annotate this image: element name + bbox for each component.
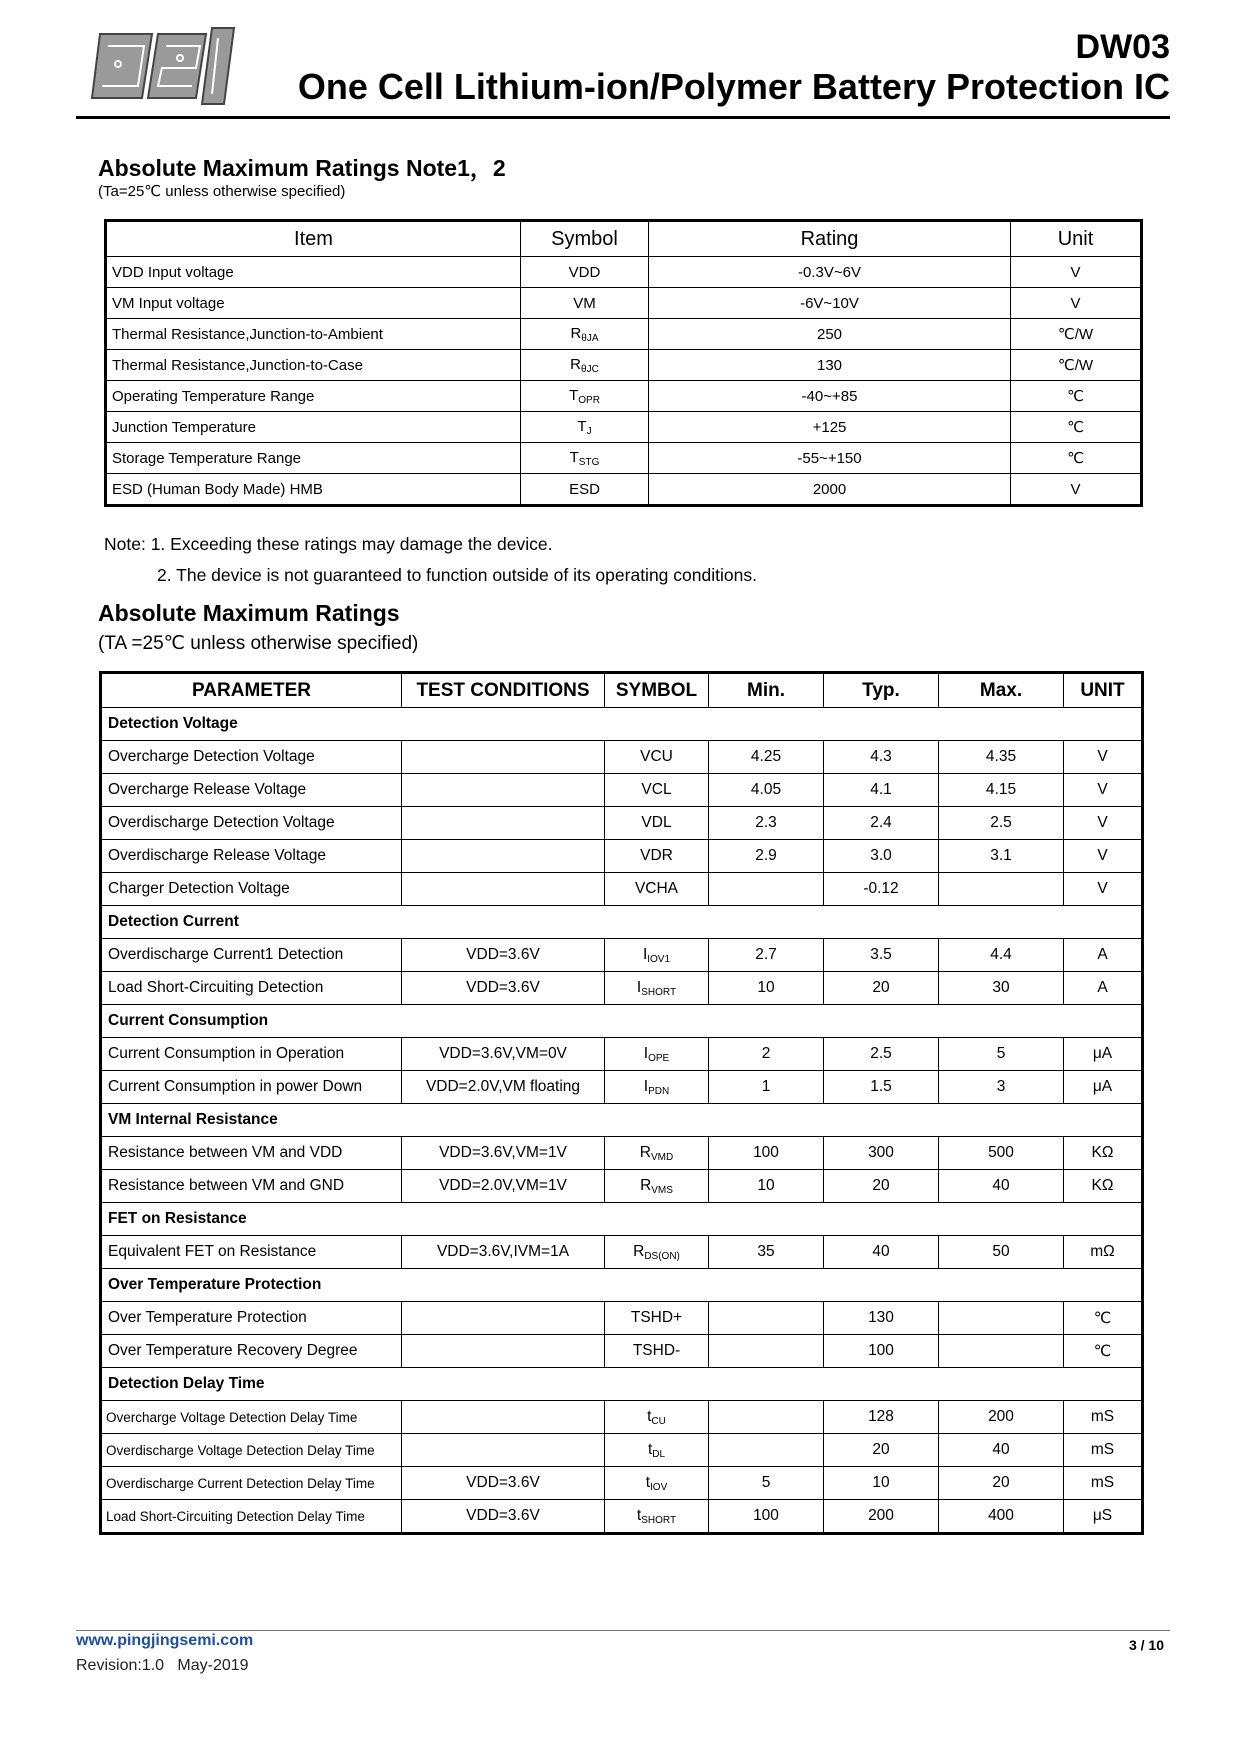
symbol-text: VM <box>573 294 596 312</box>
item-cell: Thermal Resistance,Junction-to-Case <box>106 350 521 381</box>
section1-condition: (Ta=25℃ unless otherwise specified) <box>98 183 346 200</box>
table-row <box>101 741 1143 774</box>
part-number: DW03 <box>1075 28 1170 66</box>
max-cell: 50 <box>939 1236 1064 1269</box>
table-row <box>101 939 1143 972</box>
max-cell: 40 <box>939 1170 1064 1203</box>
min-cell: 100 <box>709 1137 824 1170</box>
typ-cell: 40 <box>824 1236 939 1269</box>
typ-cell: 128 <box>824 1401 939 1434</box>
min-cell: 10 <box>709 972 824 1005</box>
max-cell: 40 <box>939 1434 1064 1467</box>
parameter-cell: Overdischarge Current Detection Delay Time <box>101 1467 402 1500</box>
parameter-cell: Over Temperature Recovery Degree <box>101 1335 402 1368</box>
unit-cell: mS <box>1064 1401 1143 1434</box>
table-row <box>101 1236 1143 1269</box>
typ-cell: 20 <box>824 1170 939 1203</box>
unit-cell: μS <box>1064 1500 1143 1534</box>
max-cell: 2.5 <box>939 807 1064 840</box>
symbol-subscript: VMD <box>650 1151 674 1163</box>
table-row <box>106 474 1142 506</box>
symbol-cell <box>605 1335 709 1368</box>
condition-cell: VDD=3.6V,IVM=1A <box>402 1236 605 1269</box>
table-row <box>101 1038 1143 1071</box>
symbol-text: I <box>643 1044 649 1062</box>
group-header-row <box>101 1005 1143 1038</box>
group-header-row <box>101 1269 1143 1302</box>
condition-cell <box>402 741 605 774</box>
parameter-cell: Overcharge Release Voltage <box>101 774 402 807</box>
symbol-text: R <box>639 1143 651 1161</box>
column-header: TEST CONDITIONS <box>402 673 605 708</box>
max-cell <box>939 1302 1064 1335</box>
typ-cell: 4.1 <box>824 774 939 807</box>
symbol-cell <box>605 939 709 972</box>
item-cell: VM Input voltage <box>106 288 521 319</box>
typ-cell: 2.5 <box>824 1038 939 1071</box>
typ-cell: 100 <box>824 1335 939 1368</box>
max-cell: 5 <box>939 1038 1064 1071</box>
item-cell: Operating Temperature Range <box>106 381 521 412</box>
table-row <box>101 1137 1143 1170</box>
column-header: Symbol <box>521 221 649 257</box>
section1-title: Absolute Maximum Ratings Note1，2 <box>98 155 506 181</box>
symbol-cell <box>521 412 649 443</box>
min-cell: 10 <box>709 1170 824 1203</box>
symbol-cell <box>605 840 709 873</box>
rating-cell: 130 <box>649 350 1011 381</box>
group-header-row <box>101 906 1143 939</box>
unit-cell: ℃ <box>1064 1335 1143 1368</box>
max-cell: 4.15 <box>939 774 1064 807</box>
table-row <box>101 972 1143 1005</box>
section2-condition: (TA =25℃ unless otherwise specified) <box>98 633 419 654</box>
symbol-cell <box>605 741 709 774</box>
symbol-cell <box>605 1071 709 1104</box>
unit-cell: ℃ <box>1011 412 1142 443</box>
footer-website-link[interactable]: www.pingjingsemi.com <box>76 1632 254 1649</box>
group-header-row <box>101 708 1143 741</box>
rating-cell: -0.3V~6V <box>649 257 1011 288</box>
symbol-text: t <box>636 1506 642 1524</box>
column-header: SYMBOL <box>605 673 709 708</box>
table-row <box>106 381 1142 412</box>
company-logo <box>88 24 238 108</box>
table-row <box>101 1071 1143 1104</box>
table-row <box>101 1467 1143 1500</box>
condition-cell: VDD=3.6V <box>402 972 605 1005</box>
table-row <box>101 873 1143 906</box>
condition-cell <box>402 807 605 840</box>
footer-revision <box>76 1657 249 1675</box>
unit-cell: μA <box>1064 1038 1143 1071</box>
unit-cell: μA <box>1064 1071 1143 1104</box>
symbol-subscript: IOV1 <box>647 953 671 965</box>
min-cell <box>709 873 824 906</box>
symbol-text: VCL <box>641 781 672 798</box>
max-cell: 4.35 <box>939 741 1064 774</box>
group-title: Over Temperature Protection <box>101 1269 1143 1302</box>
symbol-text: T <box>577 417 587 435</box>
min-cell <box>709 1434 824 1467</box>
unit-cell: V <box>1064 840 1143 873</box>
symbol-text: R <box>633 1242 645 1260</box>
symbol-text: TSHD+ <box>630 1309 683 1326</box>
unit-cell: V <box>1011 474 1142 506</box>
symbol-subscript: PDN <box>648 1085 670 1097</box>
column-header: Item <box>106 221 521 257</box>
rating-cell: -6V~10V <box>649 288 1011 319</box>
group-title: Current Consumption <box>101 1005 1143 1038</box>
min-cell: 2.9 <box>709 840 824 873</box>
symbol-cell <box>605 972 709 1005</box>
typ-cell: 200 <box>824 1500 939 1534</box>
group-header-row <box>101 1104 1143 1137</box>
symbol-subscript: DS(ON) <box>644 1250 680 1262</box>
table-row <box>106 319 1142 350</box>
typ-cell: -0.12 <box>824 873 939 906</box>
min-cell: 2 <box>709 1038 824 1071</box>
symbol-text: t <box>647 1407 652 1425</box>
condition-cell: VDD=3.6V <box>402 939 605 972</box>
max-cell: 3 <box>939 1071 1064 1104</box>
table-row <box>106 257 1142 288</box>
symbol-subscript: STG <box>578 456 600 468</box>
min-cell: 1 <box>709 1071 824 1104</box>
item-cell: Storage Temperature Range <box>106 443 521 474</box>
page-number: 3 / 10 <box>1128 1637 1164 1653</box>
symbol-text: ESD <box>569 480 600 498</box>
table-row <box>106 350 1142 381</box>
condition-cell <box>402 840 605 873</box>
typ-cell: 10 <box>824 1467 939 1500</box>
table-header-row <box>101 673 1143 708</box>
table-row <box>101 1500 1143 1534</box>
symbol-text: VDR <box>640 847 673 864</box>
symbol-cell <box>521 443 649 474</box>
symbol-cell <box>605 1302 709 1335</box>
symbol-subscript: θJA <box>581 332 599 344</box>
note-2: 2. The device is not guaranteed to function outside of its operating conditions. <box>157 565 757 585</box>
section2-title: Absolute Maximum Ratings <box>98 600 400 626</box>
symbol-cell <box>605 807 709 840</box>
column-header: PARAMETER <box>101 673 402 708</box>
parameter-cell: Resistance between VM and VDD <box>101 1137 402 1170</box>
column-header: Min. <box>709 673 824 708</box>
column-header: Rating <box>649 221 1011 257</box>
symbol-text: t <box>647 1440 653 1458</box>
condition-cell <box>402 1401 605 1434</box>
symbol-cell <box>521 257 649 288</box>
table-row <box>101 774 1143 807</box>
symbol-subscript: θJC <box>581 363 599 375</box>
symbol-subscript: SHORT <box>641 986 677 998</box>
group-header-row <box>101 1203 1143 1236</box>
parameter-cell: Charger Detection Voltage <box>101 873 402 906</box>
item-cell: ESD (Human Body Made) HMB <box>106 474 521 506</box>
symbol-text: VDL <box>641 814 672 831</box>
parameter-cell: Overcharge Detection Voltage <box>101 741 402 774</box>
max-cell <box>939 1335 1064 1368</box>
symbol-cell <box>605 1401 709 1434</box>
group-title: VM Internal Resistance <box>101 1104 1143 1137</box>
typ-cell: 300 <box>824 1137 939 1170</box>
absolute-max-ratings-table-1 <box>104 219 1143 507</box>
parameter-cell: Load Short-Circuiting Detection <box>101 972 402 1005</box>
item-cell: Thermal Resistance,Junction-to-Ambient <box>106 319 521 350</box>
parameter-cell: Over Temperature Protection <box>101 1302 402 1335</box>
condition-cell: VDD=3.6V,VM=0V <box>402 1038 605 1071</box>
parameter-cell: Overdischarge Voltage Detection Delay Time <box>101 1434 402 1467</box>
unit-cell: ℃/W <box>1011 319 1142 350</box>
rating-cell: +125 <box>649 412 1011 443</box>
unit-cell: mS <box>1064 1434 1143 1467</box>
symbol-subscript: CU <box>651 1415 666 1427</box>
unit-cell: ℃ <box>1064 1302 1143 1335</box>
condition-cell: VDD=2.0V,VM floating <box>402 1071 605 1104</box>
symbol-cell <box>605 1467 709 1500</box>
condition-cell <box>402 1302 605 1335</box>
symbol-cell <box>605 1170 709 1203</box>
column-header: Max. <box>939 673 1064 708</box>
symbol-text: T <box>569 386 579 404</box>
symbol-subscript: IOV <box>650 1481 668 1493</box>
rating-cell: 250 <box>649 319 1011 350</box>
symbol-cell <box>521 288 649 319</box>
condition-cell <box>402 1434 605 1467</box>
parameter-cell: Load Short-Circuiting Detection Delay Time <box>101 1500 402 1534</box>
parameter-cell: Current Consumption in power Down <box>101 1071 402 1104</box>
min-cell <box>709 1302 824 1335</box>
symbol-text: I <box>642 945 648 963</box>
min-cell: 2.7 <box>709 939 824 972</box>
unit-cell: A <box>1064 939 1143 972</box>
table-row <box>106 412 1142 443</box>
typ-cell: 1.5 <box>824 1071 939 1104</box>
rating-cell: -55~+150 <box>649 443 1011 474</box>
symbol-subscript: OPR <box>578 394 600 406</box>
symbol-text: R <box>640 1176 652 1194</box>
header-divider <box>76 116 1170 119</box>
group-header-row <box>101 1368 1143 1401</box>
table-row <box>106 288 1142 319</box>
symbol-text: TSHD- <box>632 1342 681 1359</box>
symbol-cell <box>605 1236 709 1269</box>
group-title: FET on Resistance <box>101 1203 1143 1236</box>
min-cell: 4.25 <box>709 741 824 774</box>
symbol-subscript: OPE <box>648 1052 670 1064</box>
document-subtitle: One Cell Lithium-ion/Polymer Battery Protection IC <box>297 66 1170 107</box>
parameter-cell: Overdischarge Current1 Detection <box>101 939 402 972</box>
unit-cell: KΩ <box>1064 1137 1143 1170</box>
symbol-subscript: VMS <box>651 1184 673 1196</box>
parameter-cell: Overdischarge Release Voltage <box>101 840 402 873</box>
typ-cell: 20 <box>824 1434 939 1467</box>
table-row <box>101 1302 1143 1335</box>
footer-divider <box>76 1630 1170 1631</box>
condition-cell: VDD=2.0V,VM=1V <box>402 1170 605 1203</box>
min-cell: 100 <box>709 1500 824 1534</box>
unit-cell: ℃/W <box>1011 350 1142 381</box>
group-title: Detection Voltage <box>101 708 1143 741</box>
parameter-cell: Overdischarge Detection Voltage <box>101 807 402 840</box>
unit-cell: KΩ <box>1064 1170 1143 1203</box>
column-header: Unit <box>1011 221 1142 257</box>
revision-date: May-2019 <box>177 1657 249 1674</box>
symbol-cell <box>521 474 649 506</box>
condition-cell <box>402 1335 605 1368</box>
table-row <box>101 840 1143 873</box>
parameter-cell: Current Consumption in Operation <box>101 1038 402 1071</box>
table-row <box>101 1335 1143 1368</box>
condition-cell: VDD=3.6V <box>402 1467 605 1500</box>
min-cell <box>709 1335 824 1368</box>
typ-cell: 2.4 <box>824 807 939 840</box>
table-row <box>101 1401 1143 1434</box>
revision: Revision:1.0 <box>76 1657 165 1674</box>
symbol-text: R <box>570 355 582 373</box>
unit-cell: V <box>1011 257 1142 288</box>
table-row <box>106 443 1142 474</box>
column-header: Typ. <box>824 673 939 708</box>
parameter-cell: Overcharge Voltage Detection Delay Time <box>101 1401 402 1434</box>
symbol-cell <box>605 1434 709 1467</box>
max-cell <box>939 873 1064 906</box>
unit-cell: mΩ <box>1064 1236 1143 1269</box>
parameter-cell: Equivalent FET on Resistance <box>101 1236 402 1269</box>
rating-cell: 2000 <box>649 474 1011 506</box>
symbol-text: I <box>636 978 642 996</box>
typ-cell: 20 <box>824 972 939 1005</box>
unit-cell: A <box>1064 972 1143 1005</box>
min-cell: 35 <box>709 1236 824 1269</box>
symbol-subscript: J <box>586 425 592 437</box>
group-title: Detection Current <box>101 906 1143 939</box>
max-cell: 30 <box>939 972 1064 1005</box>
max-cell: 20 <box>939 1467 1064 1500</box>
symbol-text: VDD <box>568 263 601 281</box>
symbol-cell <box>521 350 649 381</box>
note-1: Note: 1. Exceeding these ratings may damage the device. <box>104 534 553 554</box>
typ-cell: 3.0 <box>824 840 939 873</box>
parameter-cell: Resistance between VM and GND <box>101 1170 402 1203</box>
unit-cell: V <box>1011 288 1142 319</box>
electrical-characteristics-table <box>99 671 1144 1535</box>
symbol-cell <box>605 1137 709 1170</box>
unit-cell: V <box>1064 774 1143 807</box>
symbol-text: T <box>569 448 579 466</box>
symbol-subscript: SHORT <box>641 1514 677 1526</box>
condition-cell <box>402 873 605 906</box>
min-cell <box>709 1401 824 1434</box>
symbol-cell <box>605 1500 709 1534</box>
symbol-cell <box>605 1038 709 1071</box>
condition-cell <box>402 774 605 807</box>
max-cell: 200 <box>939 1401 1064 1434</box>
symbol-text: VCU <box>640 748 673 765</box>
item-cell: Junction Temperature <box>106 412 521 443</box>
condition-cell: VDD=3.6V <box>402 1500 605 1534</box>
max-cell: 4.4 <box>939 939 1064 972</box>
unit-cell: mS <box>1064 1467 1143 1500</box>
symbol-text: I <box>643 1077 649 1095</box>
table-row <box>101 807 1143 840</box>
symbol-text: VCHA <box>634 880 679 897</box>
unit-cell: V <box>1064 741 1143 774</box>
table-row <box>101 1434 1143 1467</box>
symbol-subscript: DL <box>652 1448 666 1460</box>
typ-cell: 4.3 <box>824 741 939 774</box>
unit-cell: V <box>1064 873 1143 906</box>
symbol-cell <box>521 381 649 412</box>
min-cell: 4.05 <box>709 774 824 807</box>
rating-cell: -40~+85 <box>649 381 1011 412</box>
column-header: UNIT <box>1064 673 1143 708</box>
symbol-text: t <box>645 1473 651 1491</box>
min-cell: 5 <box>709 1467 824 1500</box>
symbol-cell <box>605 873 709 906</box>
max-cell: 3.1 <box>939 840 1064 873</box>
symbol-text: R <box>570 324 582 342</box>
table-header-row <box>106 221 1142 257</box>
symbol-cell <box>605 774 709 807</box>
item-cell: VDD Input voltage <box>106 257 521 288</box>
typ-cell: 130 <box>824 1302 939 1335</box>
table-row <box>101 1170 1143 1203</box>
symbol-cell <box>521 319 649 350</box>
condition-cell: VDD=3.6V,VM=1V <box>402 1137 605 1170</box>
typ-cell: 3.5 <box>824 939 939 972</box>
unit-cell: ℃ <box>1011 381 1142 412</box>
max-cell: 500 <box>939 1137 1064 1170</box>
max-cell: 400 <box>939 1500 1064 1534</box>
unit-cell: V <box>1064 807 1143 840</box>
min-cell: 2.3 <box>709 807 824 840</box>
unit-cell: ℃ <box>1011 443 1142 474</box>
group-title: Detection Delay Time <box>101 1368 1143 1401</box>
